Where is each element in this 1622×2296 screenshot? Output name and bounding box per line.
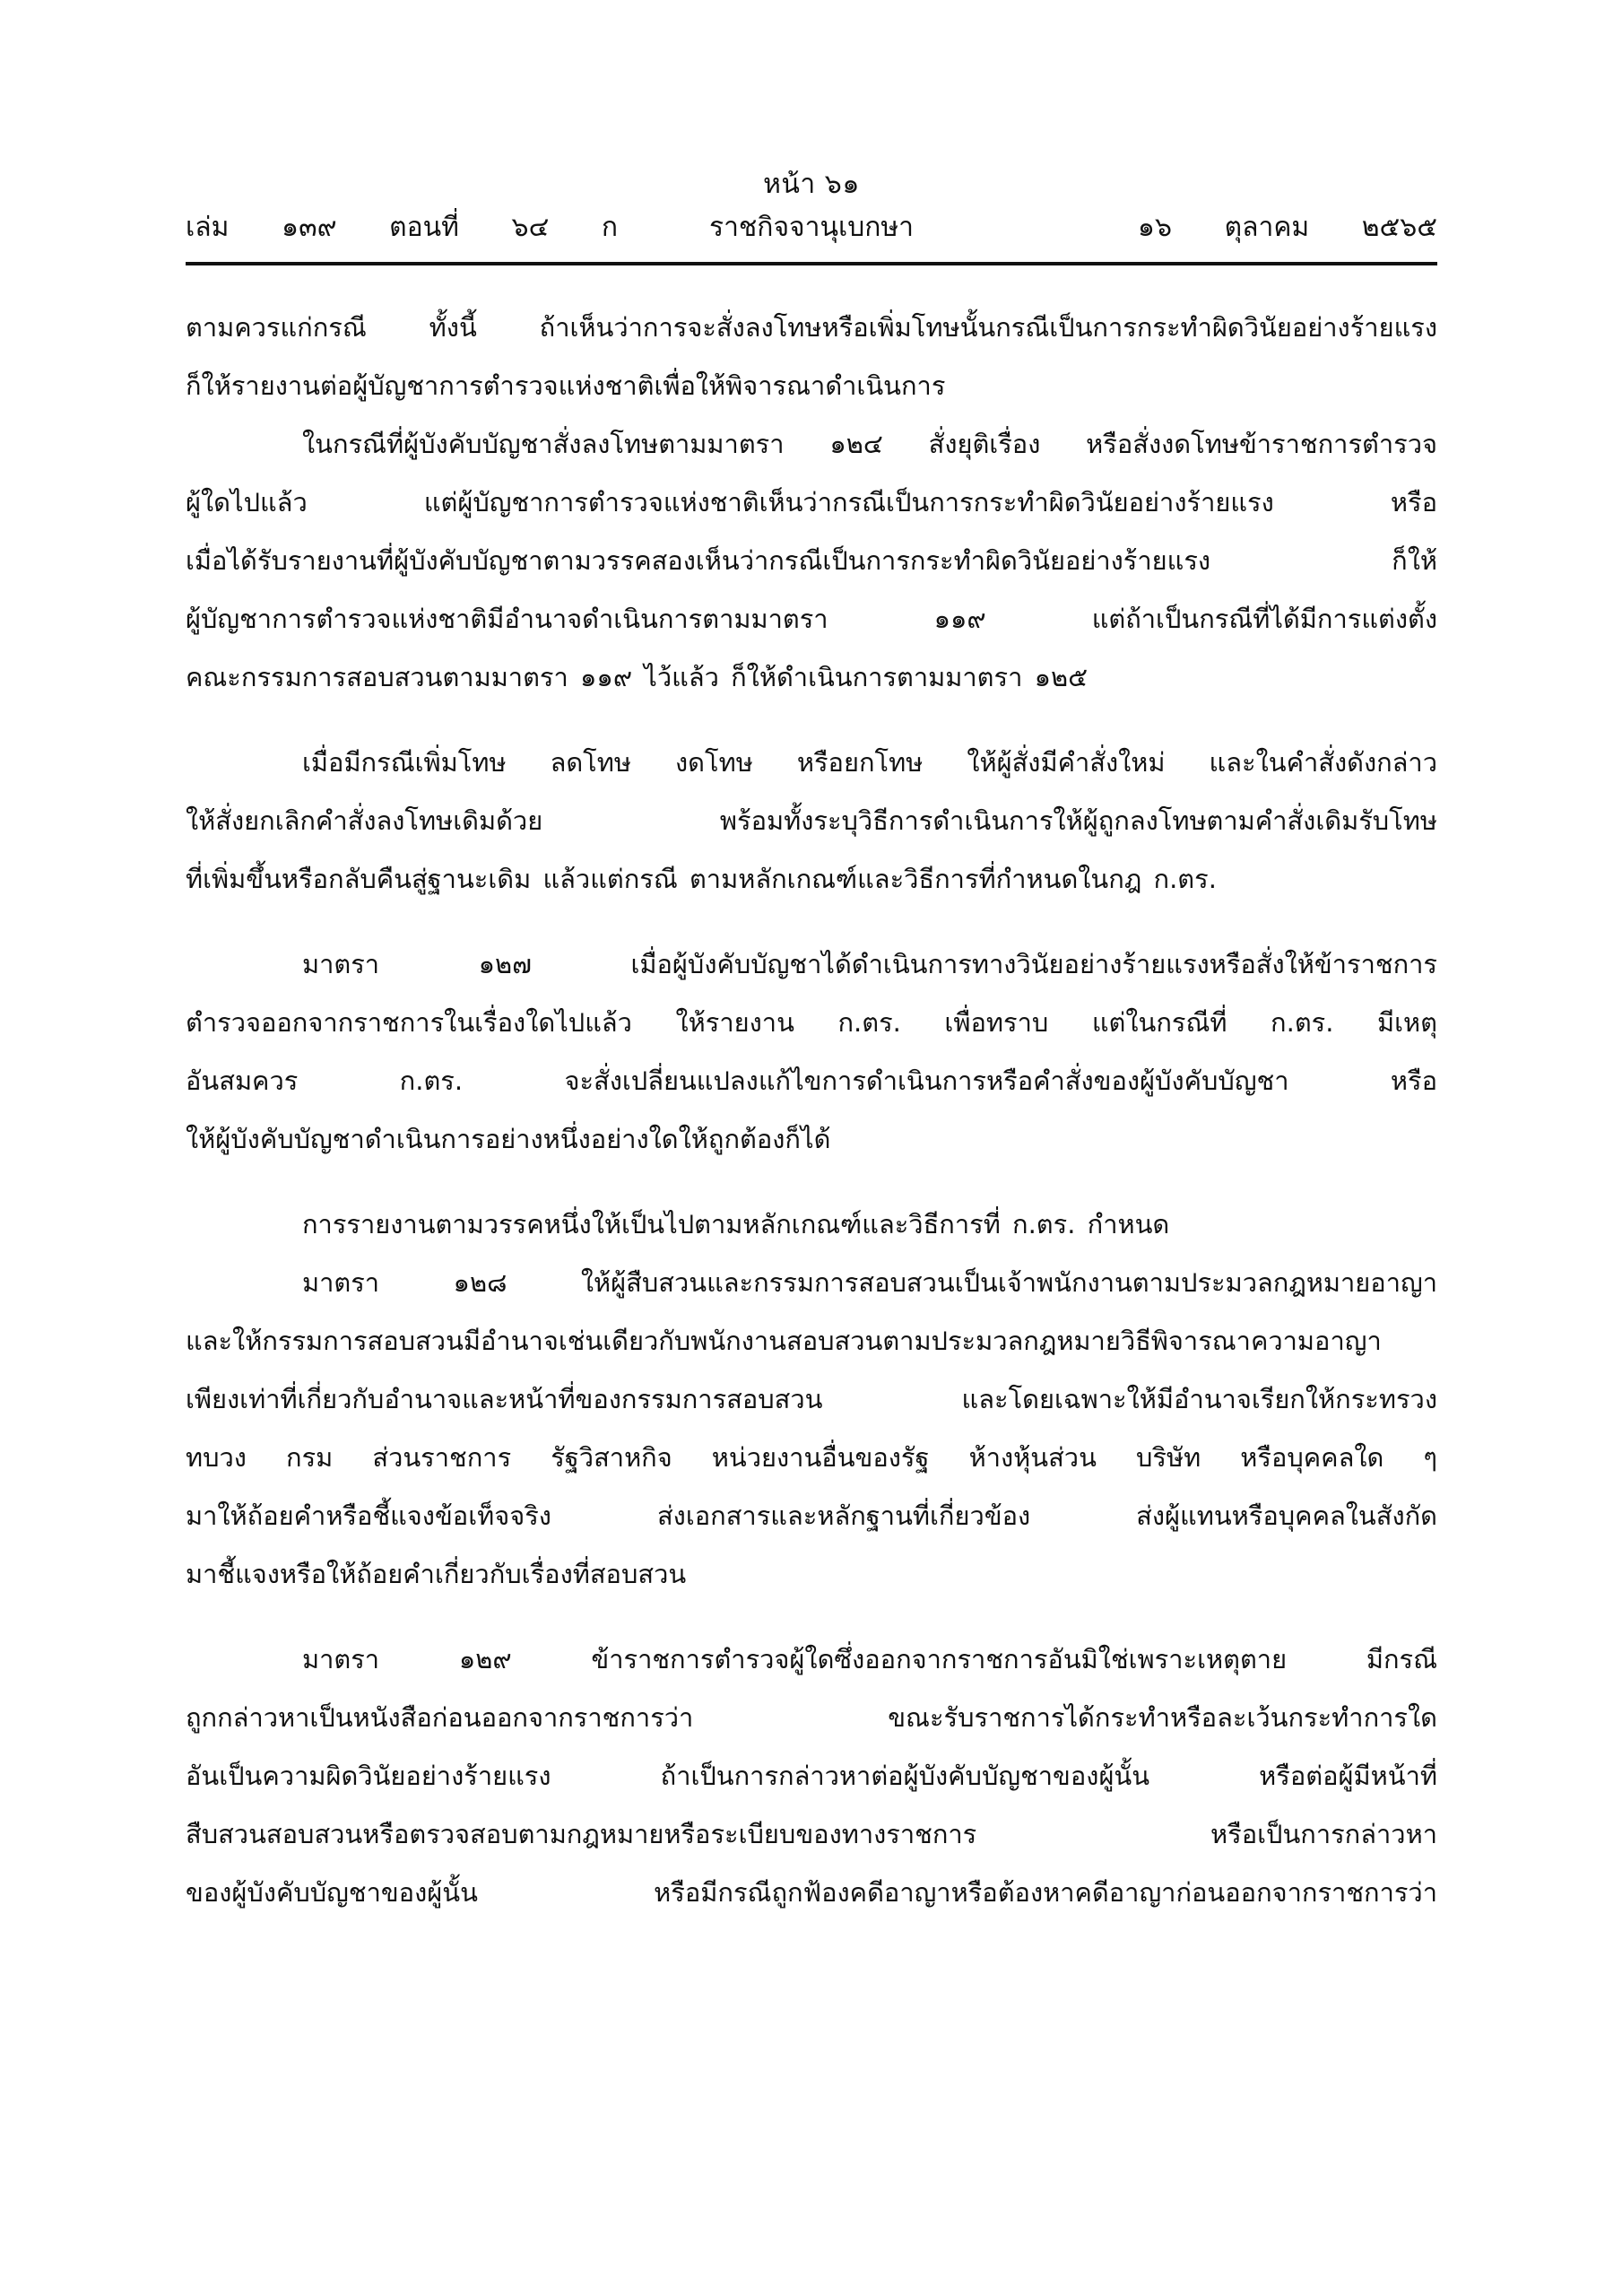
text-line: ตำรวจออกจากราชการในเรื่องใดไปแล้ว ให้รายงาน ก.ตร. เพื่อทราบ แต่ในกรณีที่ ก.ตร. มีเหตุ (186, 1007, 1437, 1038)
paragraph (186, 1202, 1437, 1260)
text-line: คณะกรรมการสอบสวนตามมาตรา ๑๑๙ ไว้แล้ว ก็ให้ดำเนินการตามมาตรา ๑๒๕ (186, 662, 1089, 692)
text-line: ก็ให้รายงานต่อผู้บัญชาการตำรวจแห่งชาติเพื่อให้พิจารณาดำเนินการ (186, 370, 946, 401)
text-line: ในกรณีที่ผู้บังคับบัญชาสั่งลงโทษตามมาตรา ๑๒๔ สั่งยุติเรื่อง หรือสั่งงดโทษข้าราชการตำรวจ (302, 429, 1437, 459)
text-line: สืบสวนสอบสวนหรือตรวจสอบตามกฎหมายหรือระเบียบของทางราชการ หรือเป็นการกล่าวหา (186, 1819, 1437, 1849)
section-127 (186, 942, 1437, 1175)
running-header (186, 210, 1437, 249)
text-line: ให้ผู้บังคับบัญชาดำเนินการอย่างหนึ่งอย่างใดให้ถูกต้องก็ได้ (186, 1124, 831, 1154)
page-number: หน้า ๖๑ (763, 169, 860, 200)
section-128 (186, 1260, 1437, 1610)
paragraph (186, 305, 1437, 422)
text-line: ของผู้บังคับบัญชาของผู้นั้น หรือมีกรณีถูกฟ้องคดีอาญาหรือต้องหาคดีอาญาก่อนออกจากราชการว่า (186, 1877, 1437, 1908)
text-line: และให้กรรมการสอบสวนมีอำนาจเช่นเดียวกับพนักงานสอบสวนตามประมวลกฎหมายวิธีพิจารณาความอาญา (186, 1326, 1382, 1356)
paragraph-spacer (186, 1610, 1437, 1637)
text-line: ที่เพิ่มขึ้นหรือกลับคืนสู่ฐานะเดิม แล้วแต่กรณี ตามหลักเกณฑ์และวิธีการที่กำหนดในกฎ ก.ตร. (186, 864, 1217, 894)
document-body (186, 305, 1437, 1928)
header-divider (186, 262, 1437, 265)
text-line: การรายงานตามวรรคหนึ่งให้เป็นไปตามหลักเกณฑ์และวิธีการที่ ก.ตร. กำหนด (302, 1209, 1170, 1239)
text-line: มาให้ถ้อยคำหรือชี้แจงข้อเท็จจริง ส่งเอกสารและหลักฐานที่เกี่ยวข้อง ส่งผู้แทนหรือบุคคลในสังกัด (186, 1500, 1437, 1531)
text-line: เมื่อได้รับรายงานที่ผู้บังคับบัญชาตามวรรคสองเห็นว่ากรณีเป็นการกระทำผิดวินัยอย่างร้ายแรง ก็ให้ (186, 545, 1437, 576)
text-line: มาชี้แจงหรือให้ถ้อยคำเกี่ยวกับเรื่องที่สอบสวน (186, 1559, 687, 1589)
text-line: ผู้ใดไปแล้ว แต่ผู้บัญชาการตำรวจแห่งชาติเห็นว่ากรณีเป็นการกระทำผิดวินัยอย่างร้ายแรง หรือ (186, 487, 1437, 517)
paragraph-spacer (186, 915, 1437, 942)
text-line: เมื่อมีกรณีเพิ่มโทษ ลดโทษ งดโทษ หรือยกโทษ ให้ผู้สั่งมีคำสั่งใหม่ และในคำสั่งดังกล่าว (302, 747, 1437, 778)
text-line: ให้สั่งยกเลิกคำสั่งลงโทษเดิมด้วย พร้อมทั้งระบุวิธีการดำเนินการให้ผู้ถูกลงโทษตามคำสั่งเดิมรับโทษ (186, 805, 1437, 836)
text-line: ถูกกล่าวหาเป็นหนังสือก่อนออกจากราชการว่า ขณะรับราชการได้กระทำหรือละเว้นกระทำการใด (186, 1702, 1437, 1733)
text-line: มาตรา ๑๒๗ เมื่อผู้บังคับบัญชาได้ดำเนินการทางวินัยอย่างร้ายแรงหรือสั่งให้ข้าราชการ (302, 949, 1437, 979)
text-line: ผู้บัญชาการตำรวจแห่งชาติมีอำนาจดำเนินการตามมาตรา ๑๑๙ แต่ถ้าเป็นกรณีที่ได้มีการแต่งตั้ง (186, 604, 1437, 634)
text-line: ทบวง กรม ส่วนราชการ รัฐวิสาหกิจ หน่วยงานอื่นของรัฐ ห้างหุ้นส่วน บริษัท หรือบุคคลใด ๆ (186, 1442, 1437, 1473)
text-line: อันสมควร ก.ตร. จะสั่งเปลี่ยนแปลงแก้ไขการดำเนินการหรือคำสั่งของผู้บังคับบัญชา หรือ (186, 1065, 1437, 1096)
paragraph (186, 422, 1437, 713)
publication-title: ราชกิจจานุเบกษา (708, 212, 915, 243)
text-line: มาตรา ๑๒๘ ให้ผู้สืบสวนและกรรมการสอบสวนเป็นเจ้าพนักงานตามประมวลกฎหมายอาญา (302, 1267, 1437, 1298)
text-line: มาตรา ๑๒๙ ข้าราชการตำรวจผู้ใดซึ่งออกจากราชการอันมิใช่เพราะเหตุตาย มีกรณี (302, 1644, 1437, 1674)
paragraph-spacer (186, 1175, 1437, 1202)
section-129 (186, 1637, 1437, 1928)
paragraph (186, 740, 1437, 915)
paragraph-spacer (186, 713, 1437, 740)
volume-issue: เล่ม ๑๓๙ ตอนที่ ๖๔ ก (186, 212, 619, 243)
text-line: เพียงเท่าที่เกี่ยวกับอำนาจและหน้าที่ของกรรมการสอบสวน และโดยเฉพาะให้มีอำนาจเรียกให้กระทรวง (186, 1384, 1437, 1414)
text-line: ตามควรแก่กรณี ทั้งนี้ ถ้าเห็นว่าการจะสั่งลงโทษหรือเพิ่มโทษนั้นกรณีเป็นการกระทำผิดวินัยอย่างร้ายแรง (186, 312, 1437, 343)
text-line: อันเป็นความผิดวินัยอย่างร้ายแรง ถ้าเป็นการกล่าวหาต่อผู้บังคับบัญชาของผู้นั้น หรือต่อผู้มีหน้าที่ (186, 1761, 1437, 1791)
publication-date: ๑๖ ตุลาคม ๒๕๖๕ (1137, 212, 1437, 243)
